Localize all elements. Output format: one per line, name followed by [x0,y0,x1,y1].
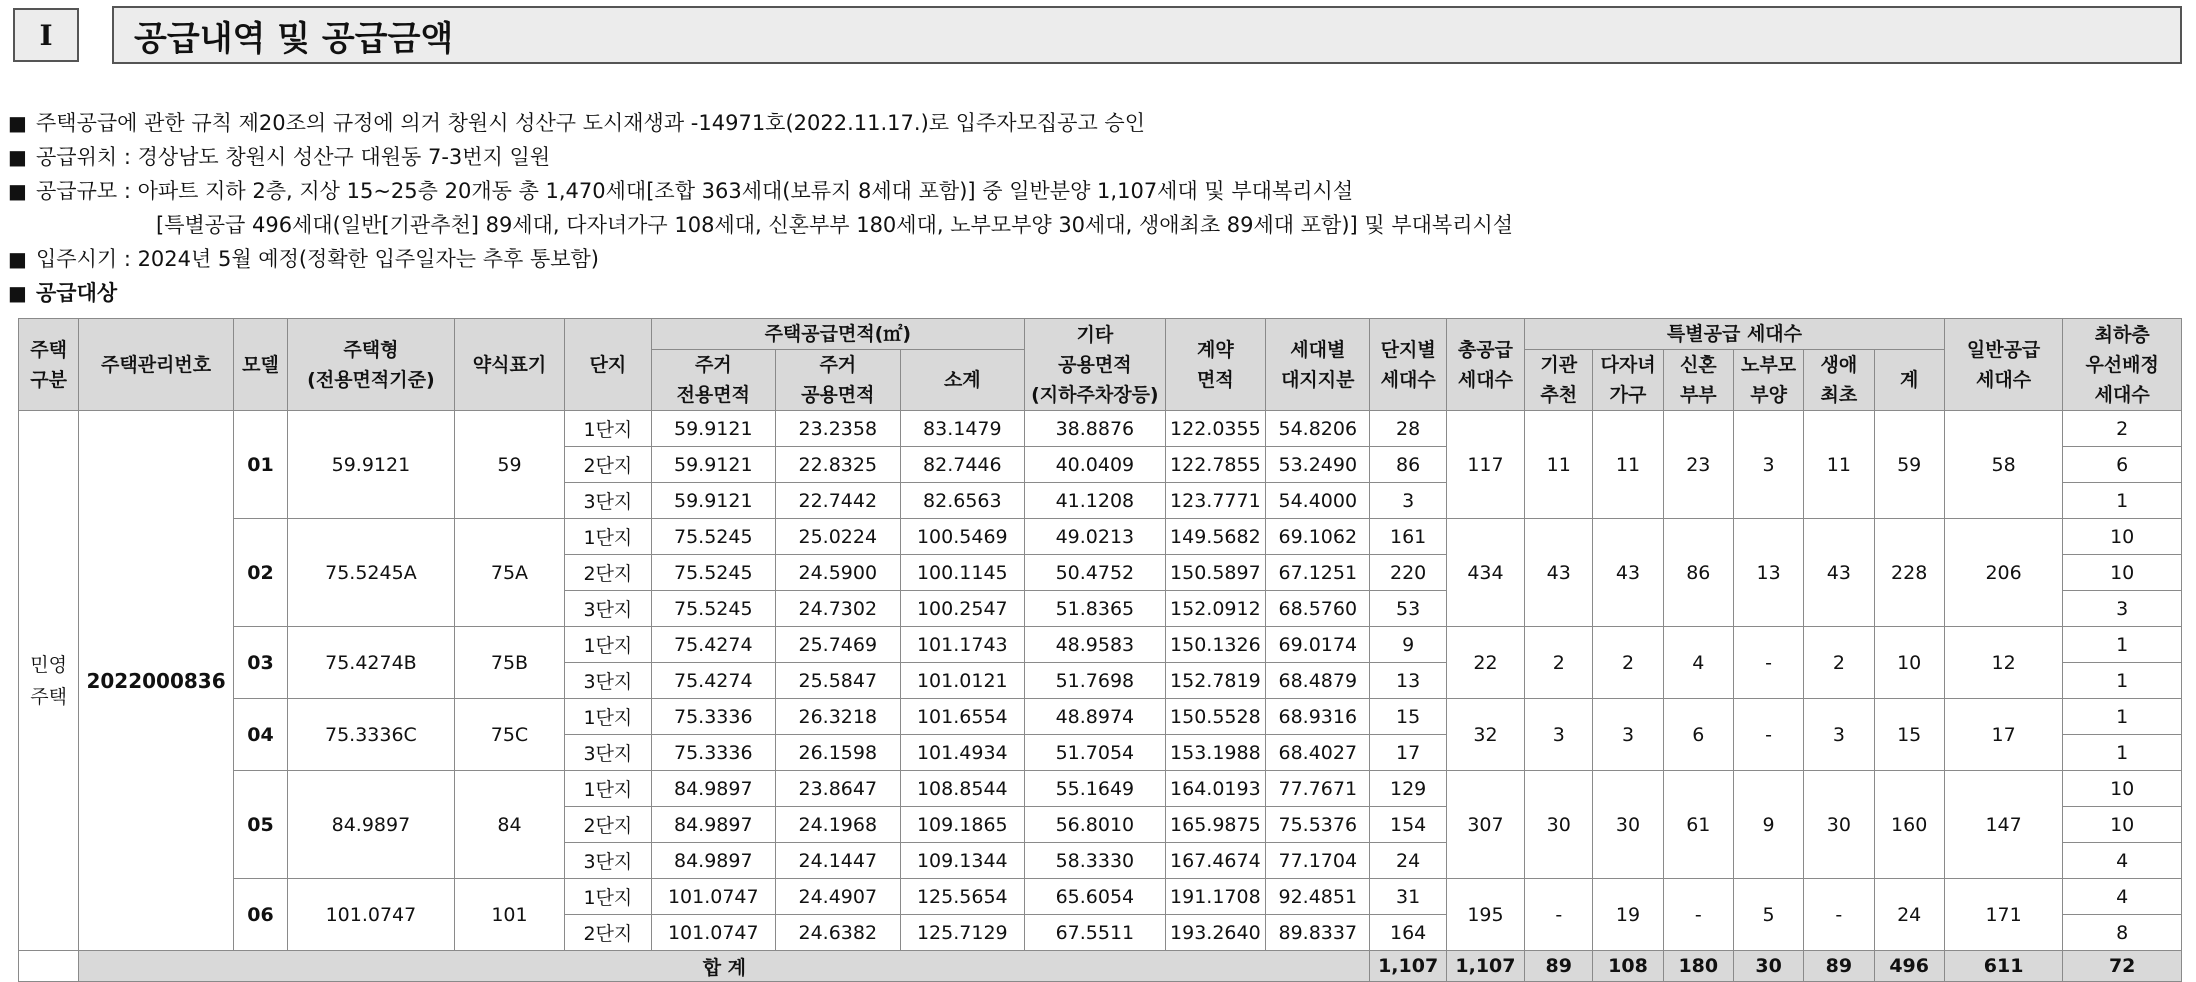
subtotal-area-cell: 108.8544 [900,771,1025,807]
mgmt-no-cell: 2022000836 [79,411,234,951]
land-share-cell: 92.4851 [1266,879,1370,915]
complex-cell: 3단지 [565,843,651,879]
common-area-cell: 24.7302 [776,591,901,627]
subtotal-area-cell: 109.1865 [900,807,1025,843]
header-exclusive: 주거 전용면적 [651,350,776,411]
complex-units-cell: 9 [1370,627,1446,663]
table-row [19,519,2182,555]
common-area-cell: 23.8647 [776,771,901,807]
complex-cell: 2단지 [565,807,651,843]
common-area-cell: 24.5900 [776,555,901,591]
institution-cell: 30 [1525,771,1593,879]
subtotal-area-cell: 125.5654 [900,879,1025,915]
header-abbr: 약식표기 [454,319,564,411]
total-label-cell: 합 계 [79,951,1370,982]
land-share-cell: 54.8206 [1266,411,1370,447]
exclusive-area-cell: 59.9121 [651,483,776,519]
contract-area-cell: 165.9875 [1165,807,1265,843]
header-multi-child: 다자녀 가구 [1593,350,1663,411]
subtotal-area-cell: 100.2547 [900,591,1025,627]
subtotal-area-cell: 101.6554 [900,699,1025,735]
institution-cell: 11 [1525,411,1593,519]
other-common-area-cell: 58.3330 [1025,843,1166,879]
multi-child-cell: 11 [1593,411,1663,519]
notice-text: 공급대상 [36,281,118,305]
header-contract-area: 계약 면적 [1165,319,1265,411]
total-general-cell: 611 [1944,951,2062,982]
exclusive-area-cell: 75.5245 [651,591,776,627]
special-sum-cell: 228 [1874,519,1944,627]
newlywed-cell: 23 [1663,411,1733,519]
other-common-area-cell: 41.1208 [1025,483,1166,519]
complex-units-cell: 154 [1370,807,1446,843]
complex-cell: 2단지 [565,447,651,483]
other-common-area-cell: 38.8876 [1025,411,1166,447]
lowest-floor-cell: 8 [2063,915,2182,951]
house-type-cell: 75.5245A [288,519,455,627]
complex-cell: 3단지 [565,591,651,627]
notice-target [8,276,1513,310]
general-units-cell: 206 [1944,519,2062,627]
table-row [19,879,2182,915]
institution-cell: 3 [1525,699,1593,771]
notice-approval [8,106,1513,140]
elderly-cell: 13 [1733,519,1803,627]
lowest-floor-cell: 3 [2063,591,2182,627]
common-area-cell: 26.3218 [776,699,901,735]
elderly-cell: 9 [1733,771,1803,879]
other-common-area-cell: 40.0409 [1025,447,1166,483]
complex-units-cell: 24 [1370,843,1446,879]
complex-units-cell: 86 [1370,447,1446,483]
multi-child-cell: 3 [1593,699,1663,771]
exclusive-area-cell: 84.9897 [651,843,776,879]
other-common-area-cell: 65.6054 [1025,879,1166,915]
exclusive-area-cell: 101.0747 [651,915,776,951]
abbr-cell: 75C [454,699,564,771]
lowest-floor-cell: 1 [2063,663,2182,699]
first-life-cell: 11 [1804,411,1874,519]
square-bullet-icon: ■ [8,145,27,169]
contract-area-cell: 191.1708 [1165,879,1265,915]
lowest-floor-cell: 1 [2063,627,2182,663]
house-kind-cell [19,411,79,951]
complex-units-cell: 129 [1370,771,1446,807]
total-units-cell: 22 [1446,627,1524,699]
model-cell: 01 [233,411,287,519]
subtotal-area-cell: 82.6563 [900,483,1025,519]
other-common-area-cell: 51.7054 [1025,735,1166,771]
lowest-floor-cell: 1 [2063,735,2182,771]
header-special-sum: 계 [1874,350,1944,411]
complex-cell: 1단지 [565,519,651,555]
contract-area-cell: 164.0193 [1165,771,1265,807]
subtotal-area-cell: 82.7446 [900,447,1025,483]
newlywed-cell: 6 [1663,699,1733,771]
contract-area-cell: 123.7771 [1165,483,1265,519]
contract-area-cell: 150.1326 [1165,627,1265,663]
notice-text: 주택공급에 관한 규칙 제20조의 규정에 의거 창원시 성산구 도시재생과 -14971호(2022.11.17.)로 입주자모집공고 승인 [36,111,1145,135]
house-type-cell: 101.0747 [288,879,455,951]
header-land-share: 세대별 대지지분 [1266,319,1370,411]
total-units-cell: 117 [1446,411,1524,519]
contract-area-cell: 152.7819 [1165,663,1265,699]
elderly-cell: - [1733,699,1803,771]
lowest-floor-cell: 10 [2063,555,2182,591]
square-bullet-icon: ■ [8,281,27,305]
lowest-floor-cell: 10 [2063,519,2182,555]
multi-child-cell: 19 [1593,879,1663,951]
exclusive-area-cell: 59.9121 [651,447,776,483]
complex-cell: 3단지 [565,483,651,519]
first-life-cell: 3 [1804,699,1874,771]
other-common-area-cell: 48.8974 [1025,699,1166,735]
land-share-cell: 89.8337 [1266,915,1370,951]
exclusive-area-cell: 75.5245 [651,519,776,555]
abbr-cell: 59 [454,411,564,519]
house-type-cell: 75.3336C [288,699,455,771]
abbr-cell: 75A [454,519,564,627]
first-life-cell: 2 [1804,627,1874,699]
exclusive-area-cell: 84.9897 [651,807,776,843]
common-area-cell: 24.1447 [776,843,901,879]
total-complex-units-cell: 1,107 [1370,951,1446,982]
common-area-cell: 26.1598 [776,735,901,771]
complex-units-cell: 53 [1370,591,1446,627]
square-bullet-icon: ■ [8,179,27,203]
header-mgmt-no: 주택관리번호 [79,319,234,411]
abbr-cell: 75B [454,627,564,699]
house-kind-text: 민영 [30,653,67,676]
exclusive-area-cell: 75.3336 [651,735,776,771]
special-sum-cell: 24 [1874,879,1944,951]
contract-area-cell: 153.1988 [1165,735,1265,771]
model-cell: 04 [233,699,287,771]
contract-area-cell: 150.5897 [1165,555,1265,591]
other-common-area-cell: 51.8365 [1025,591,1166,627]
complex-cell: 3단지 [565,735,651,771]
abbr-cell: 84 [454,771,564,879]
header-house-type: 주택형 (전용면적기준) [288,319,455,411]
table-row [19,411,2182,447]
header-complex-units: 단지별 세대수 [1370,319,1446,411]
total-special-sum-cell: 496 [1874,951,1944,982]
complex-cell: 1단지 [565,411,651,447]
newlywed-cell: 61 [1663,771,1733,879]
general-units-cell: 17 [1944,699,2062,771]
total-institution-cell: 89 [1525,951,1593,982]
total-row [19,951,2182,982]
land-share-cell: 68.5760 [1266,591,1370,627]
subtotal-area-cell: 101.1743 [900,627,1025,663]
total-elderly-cell: 30 [1733,951,1803,982]
lowest-floor-cell: 10 [2063,807,2182,843]
special-sum-cell: 15 [1874,699,1944,771]
subtotal-area-cell: 125.7129 [900,915,1025,951]
complex-units-cell: 3 [1370,483,1446,519]
subtotal-area-cell: 109.1344 [900,843,1025,879]
other-common-area-cell: 67.5511 [1025,915,1166,951]
model-cell: 03 [233,627,287,699]
land-share-cell: 68.4027 [1266,735,1370,771]
total-lowest-floor-cell: 72 [2063,951,2182,982]
square-bullet-icon: ■ [8,111,27,135]
section-title: 공급내역 및 공급금액 [112,6,2182,64]
table-body [19,411,2182,982]
header-newlywed: 신혼 부부 [1663,350,1733,411]
elderly-cell: 3 [1733,411,1803,519]
model-cell: 05 [233,771,287,879]
notice-text: 공급위치 : 경상남도 창원시 성산구 대원동 7-3번지 일원 [36,145,551,169]
notice-location [8,140,1513,174]
model-cell: 06 [233,879,287,951]
contract-area-cell: 150.5528 [1165,699,1265,735]
land-share-cell: 75.5376 [1266,807,1370,843]
complex-units-cell: 31 [1370,879,1446,915]
newlywed-cell: 86 [1663,519,1733,627]
subtotal-area-cell: 101.4934 [900,735,1025,771]
general-units-cell: 58 [1944,411,2062,519]
table-row [19,699,2182,735]
other-common-area-cell: 49.0213 [1025,519,1166,555]
total-units-cell: 32 [1446,699,1524,771]
other-common-area-cell: 55.1649 [1025,771,1166,807]
contract-area-cell: 152.0912 [1165,591,1265,627]
total-units-cell: 307 [1446,771,1524,879]
land-share-cell: 67.1251 [1266,555,1370,591]
table-row [19,627,2182,663]
elderly-cell: 5 [1733,879,1803,951]
other-common-area-cell: 56.8010 [1025,807,1166,843]
common-area-cell: 22.8325 [776,447,901,483]
subtotal-area-cell: 101.0121 [900,663,1025,699]
complex-units-cell: 13 [1370,663,1446,699]
model-cell: 02 [233,519,287,627]
header-total-units: 총공급 세대수 [1446,319,1524,411]
lowest-floor-cell: 4 [2063,879,2182,915]
total-units-cell: 195 [1446,879,1524,951]
notice-text: 입주시기 : 2024년 5월 예정(정확한 입주일자는 추후 통보함) [36,247,599,271]
land-share-cell: 68.9316 [1266,699,1370,735]
house-type-cell: 84.9897 [288,771,455,879]
supply-table [18,318,2182,982]
square-bullet-icon: ■ [8,247,27,271]
common-area-cell: 25.0224 [776,519,901,555]
complex-cell: 2단지 [565,555,651,591]
notice-text: [특별공급 496세대(일반[기관추천] 89세대, 다자녀가구 108세대, 신혼부부 180세대, 노부모부양 30세대, 생애최초 89세대 포함)] 및 부대복리시설 [156,213,1514,237]
header-other-common: 기타 공용면적 (지하주차장등) [1025,319,1166,411]
first-life-cell: 43 [1804,519,1874,627]
multi-child-cell: 43 [1593,519,1663,627]
multi-child-cell: 2 [1593,627,1663,699]
general-units-cell: 12 [1944,627,2062,699]
exclusive-area-cell: 75.4274 [651,627,776,663]
header-complex: 단지 [565,319,651,411]
abbr-cell: 101 [454,879,564,951]
complex-units-cell: 220 [1370,555,1446,591]
complex-units-cell: 161 [1370,519,1446,555]
land-share-cell: 54.4000 [1266,483,1370,519]
complex-cell: 3단지 [565,663,651,699]
special-sum-cell: 59 [1874,411,1944,519]
other-common-area-cell: 50.4752 [1025,555,1166,591]
notice-scale [8,174,1513,208]
complex-cell: 1단지 [565,771,651,807]
house-type-cell: 75.4274B [288,627,455,699]
exclusive-area-cell: 101.0747 [651,879,776,915]
header-subtotal: 소계 [900,350,1025,411]
exclusive-area-cell: 75.4274 [651,663,776,699]
total-blank-cell [19,951,79,982]
complex-cell: 2단지 [565,915,651,951]
house-type-cell: 59.9121 [288,411,455,519]
other-common-area-cell: 48.9583 [1025,627,1166,663]
contract-area-cell: 193.2640 [1165,915,1265,951]
institution-cell: - [1525,879,1593,951]
exclusive-area-cell: 75.5245 [651,555,776,591]
header-elderly: 노부모 부양 [1733,350,1803,411]
lowest-floor-cell: 1 [2063,699,2182,735]
special-sum-cell: 10 [1874,627,1944,699]
exclusive-area-cell: 75.3336 [651,699,776,735]
subtotal-area-cell: 100.1145 [900,555,1025,591]
complex-units-cell: 164 [1370,915,1446,951]
common-area-cell: 24.1968 [776,807,901,843]
header-special: 특별공급 세대수 [1525,319,1945,350]
common-area-cell: 24.4907 [776,879,901,915]
institution-cell: 2 [1525,627,1593,699]
general-units-cell: 147 [1944,771,2062,879]
common-area-cell: 25.5847 [776,663,901,699]
house-kind-text: 주택 [30,685,67,708]
notice-scale-detail [8,208,1513,242]
lowest-floor-cell: 10 [2063,771,2182,807]
lowest-floor-cell: 4 [2063,843,2182,879]
land-share-cell: 53.2490 [1266,447,1370,483]
elderly-cell: - [1733,627,1803,699]
lowest-floor-cell: 1 [2063,483,2182,519]
contract-area-cell: 149.5682 [1165,519,1265,555]
general-units-cell: 171 [1944,879,2062,951]
complex-cell: 1단지 [565,627,651,663]
complex-units-cell: 17 [1370,735,1446,771]
header-supply-area: 주택공급면적(㎡) [651,319,1025,350]
header-common: 주거 공용면적 [776,350,901,411]
table-row [19,771,2182,807]
notice-text: 공급규모 : 아파트 지하 2층, 지상 15~25층 20개동 총 1,470세대[조합 363세대(보류지 8세대 포함)] 중 일반분양 1,107세대 및 부대복리시설 [36,179,1354,203]
total-multi-child-cell: 108 [1593,951,1663,982]
newlywed-cell: 4 [1663,627,1733,699]
first-life-cell: 30 [1804,771,1874,879]
common-area-cell: 25.7469 [776,627,901,663]
multi-child-cell: 30 [1593,771,1663,879]
contract-area-cell: 122.0355 [1165,411,1265,447]
land-share-cell: 69.1062 [1266,519,1370,555]
header-lowest-floor: 최하층 우선배정 세대수 [2063,319,2182,411]
header-model: 모델 [233,319,287,411]
notice-move-in [8,242,1513,276]
total-first-life-cell: 89 [1804,951,1874,982]
complex-units-cell: 28 [1370,411,1446,447]
common-area-cell: 24.6382 [776,915,901,951]
subtotal-area-cell: 100.5469 [900,519,1025,555]
first-life-cell: - [1804,879,1874,951]
complex-cell: 1단지 [565,879,651,915]
header-first-life: 생애 최초 [1804,350,1874,411]
institution-cell: 43 [1525,519,1593,627]
total-units-cell: 434 [1446,519,1524,627]
land-share-cell: 77.1704 [1266,843,1370,879]
special-sum-cell: 160 [1874,771,1944,879]
contract-area-cell: 122.7855 [1165,447,1265,483]
lowest-floor-cell: 2 [2063,411,2182,447]
subtotal-area-cell: 83.1479 [900,411,1025,447]
common-area-cell: 22.7442 [776,483,901,519]
lowest-floor-cell: 6 [2063,447,2182,483]
total-newlywed-cell: 180 [1663,951,1733,982]
complex-units-cell: 15 [1370,699,1446,735]
notice-list [8,106,1513,310]
contract-area-cell: 167.4674 [1165,843,1265,879]
exclusive-area-cell: 84.9897 [651,771,776,807]
header-institution: 기관 추천 [1525,350,1593,411]
exclusive-area-cell: 59.9121 [651,411,776,447]
newlywed-cell: - [1663,879,1733,951]
total-units-sum-cell: 1,107 [1446,951,1524,982]
other-common-area-cell: 51.7698 [1025,663,1166,699]
common-area-cell: 23.2358 [776,411,901,447]
land-share-cell: 68.4879 [1266,663,1370,699]
land-share-cell: 77.7671 [1266,771,1370,807]
land-share-cell: 69.0174 [1266,627,1370,663]
complex-cell: 1단지 [565,699,651,735]
section-number: I [13,8,79,62]
header-house-kind: 주택 구분 [19,319,79,411]
header-general: 일반공급 세대수 [1944,319,2062,411]
